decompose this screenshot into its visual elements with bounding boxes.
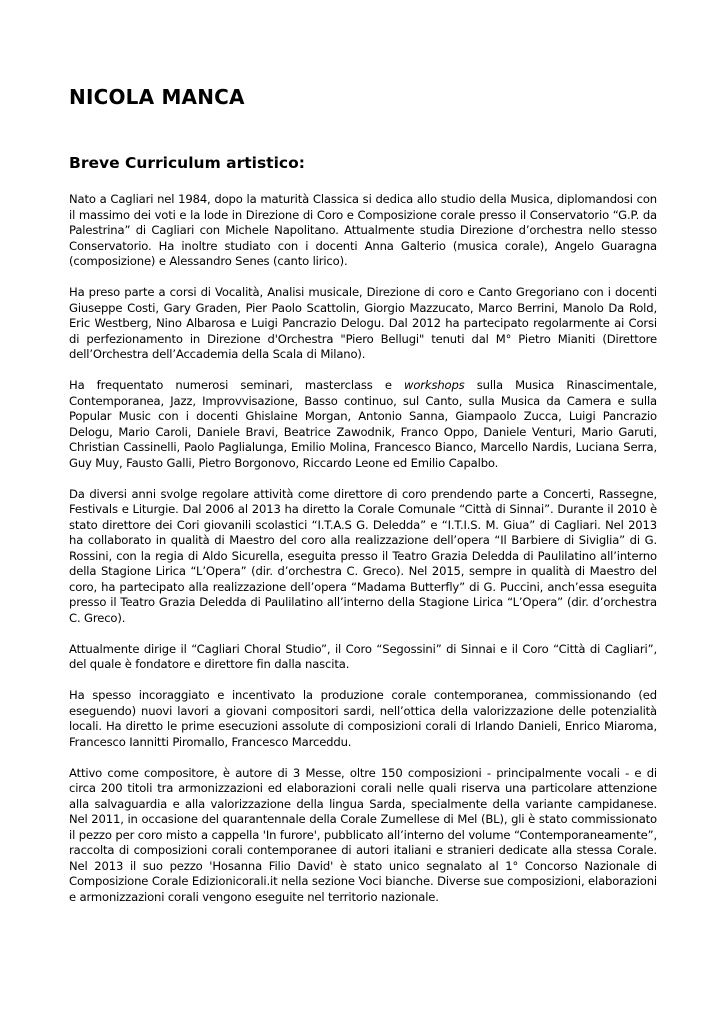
- paragraph-seminars-italic: workshops: [403, 378, 465, 392]
- person-name: NICOLA MANCA: [69, 85, 245, 109]
- paragraph-seminars-after: sulla Musica Rinascimentale, Contemporanea, Jazz, Improvvisazione, Basso continuo, sul Canto, sulla Musica da Camera e sulla Popular Music con i docenti Ghislaine Morgan, Antonio Sanna, Giampaolo Zucca, Luigi Pancrazio Delogu, Mario Caroli, Daniele Bravi, Beatrice Zawodnik, Franco Oppo, Daniele Venturi, Mario Garuti, Christian Cassinelli, Paolo Paglialunga, Emilio Molina, Francesco Bianco, Marcello Nardis, Luciana Serra, Guy Muy, Fausto Galli, Pietro Borgonovo, Riccardo Leone ed Emilio Capalbo.: [69, 378, 657, 470]
- paragraph-activity: Da diversi anni svolge regolare attività come direttore di coro prendendo parte a Concerti, Rassegne, Festivals e Liturgie. Dal 2006 al 2013 ha diretto la Corale Comunale “Città di Sinnai”. Durante il 2010 è stato direttore dei Cori giovanili scolastici “I.T.A.S G. Deledda” e “I.T.I.S. M. Giua” di Cagliari. Nel 2013 ha collaborato in qualità di Maestro del coro alla realizzazione dell’opera “Il Barbiere di Siviglia” di G. Rossini, con la regia di Aldo Sicurella, eseguita presso il Teatro Grazia Deledda di Paulilatino all’interno della Stagione Lirica “L’Opera” (dir. d’orchestra C. Greco). Nel 2015, sempre in qualità di Maestro del coro, ha partecipato alla realizzazione dell’opera “Madama Butterfly” di G. Puccini, anch’essa eseguita presso il Teatro Grazia Deledda di Paulilatino all’interno della Stagione Lirica “L’Opera” (dir. d’orchestra C. Greco).: [69, 486, 657, 625]
- section-title: Breve Curriculum artistico:: [69, 154, 305, 172]
- paragraph-seminars-before: Ha frequentato numerosi seminari, masterclass e: [69, 378, 404, 392]
- paragraph-courses: Ha preso parte a corsi di Vocalità, Analisi musicale, Direzione di coro e Canto Gregoriano con i docenti Giuseppe Costi, Gary Graden, Pier Paolo Scattolin, Giorgio Mazzucato, Marco Berrini, Manolo Da Rold, Eric Westberg, Nino Albarosa e Luigi Pancrazio Delogu. Dal 2012 ha partecipato regolarmente ai Corsi di perfezionamento in Direzione d'Orchestra "Piero Bellugi" tenuti dal M° Pietro Mianiti (Direttore dell’Orchestra dell’Accademia della Scala di Milano).: [69, 285, 657, 361]
- paragraph-composer: Attivo come compositore, è autore di 3 Messe, oltre 150 composizioni - principalmente vocali - e di circa 200 titoli tra armonizzazioni ed elaborazioni corali nelle quali riserva una particolare attenzione alla salvaguardia e alla valorizzazione della lingua Sarda, specialmente della variante campidanese. Nel 2011, in occasione del quarantennale della Corale Zumellese di Mel (BL), gli è stato commissionato il pezzo per coro misto a cappella 'In furore', pubblicato all’interno del volume “Contemporaneamente”, raccolta di composizioni corali contemporanee di autori italiani e stranieri dedicate alla stessa Corale. Nel 2013 il suo pezzo 'Hosanna Filio David' è stato unico segnalato al 1° Concorso Nazionale di Composizione Corale Edizionicorali.it nella sezione Voci bianche. Diverse sue composizioni, elaborazioni e armonizzazioni corali vengono eseguite nel territorio nazionale.: [69, 765, 657, 904]
- paragraph-education: Nato a Cagliari nel 1984, dopo la maturità Classica si dedica allo studio della Musica, diplomandosi con il massimo dei voti e la lode in Direzione di Coro e Composizione corale presso il Conservatorio “G.P. da Palestrina” di Cagliari con Michele Napolitano. Attualmente studia Direzione d’orchestra nello stesso Conservatorio. Ha inoltre studiato con i docenti Anna Galterio (musica corale), Angelo Guaragna (composizione) e Alessandro Senes (canto lirico).: [69, 192, 657, 268]
- curriculum-body: [69, 192, 657, 921]
- paragraph-current: Attualmente dirige il “Cagliari Choral Studio”, il Coro “Segossini” di Sinnai e il Coro “Città di Cagliari”, del quale è fondatore e direttore fin dalla nascita.: [69, 641, 657, 671]
- paragraph-contemporary: Ha spesso incoraggiato e incentivato la produzione corale contemporanea, commissionando (ed eseguendo) nuovi lavori a giovani compositori sardi, nell’ottica della valorizzazione delle potenzialità locali. Ha diretto le prime esecuzioni assolute di composizioni corali di Irlando Danieli, Enrico Miaroma, Francesco Iannitti Piromallo, Francesco Marceddu.: [69, 688, 657, 749]
- paragraph-seminars: [69, 378, 657, 471]
